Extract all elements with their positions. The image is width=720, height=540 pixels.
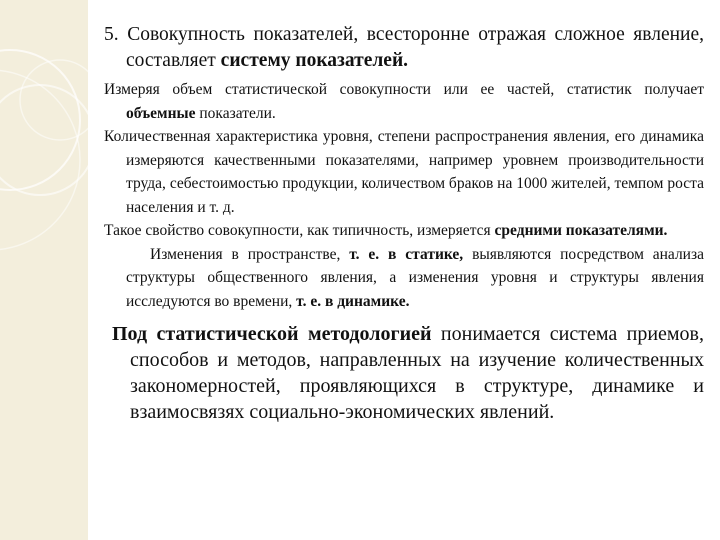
term-dynamics: т. е. в динамике. (296, 292, 410, 310)
term-average-indicators: средними показателями. (494, 222, 668, 239)
statics-dynamics-paragraph: Изменения в пространстве, т. е. в статике, выявляются посредством анализа структуры общественного явления, а изменения уровня и структуры явления исследуются во времени, т. е. в динамике. (126, 245, 704, 310)
point-5-paragraph: 5. Совокупность показателей, всесторонне отражая сложное явление, составляет систему показателей. (104, 24, 705, 71)
decorative-rings (0, 0, 88, 540)
term-volume: объемные (126, 104, 196, 122)
slide-content (104, 22, 704, 425)
average-indicators-paragraph: Такое свойство совокупности, как типичность, измеряется средними показателями. (104, 222, 668, 239)
volume-indicators-paragraph: Измеряя объем статистической совокупности или ее частей, статистик получает объемные показатели. (104, 81, 704, 122)
quality-indicators-paragraph: Количественная характеристика уровня, степени распространения явления, его динамика измеряются качественными показателями, например уровнем производительности труда, себестоимостью продукции, количеством браков на 1000 жителей, темпом роста населения и т. д. (104, 128, 704, 216)
methodology-paragraph: Под статистической методологией понимается система приемов, способов и методов, направленных на изучение количественных закономерностей, проявляющихся в структуре, динамике и взаимосвязях социально-экономических явлений. (112, 323, 704, 423)
term-statics: т. е. в статике, (349, 245, 464, 263)
term-statistical-methodology: Под статистической методологией (112, 323, 432, 345)
term-system-of-indicators: систему показателей. (220, 50, 409, 71)
decorative-side-panel (0, 0, 88, 540)
